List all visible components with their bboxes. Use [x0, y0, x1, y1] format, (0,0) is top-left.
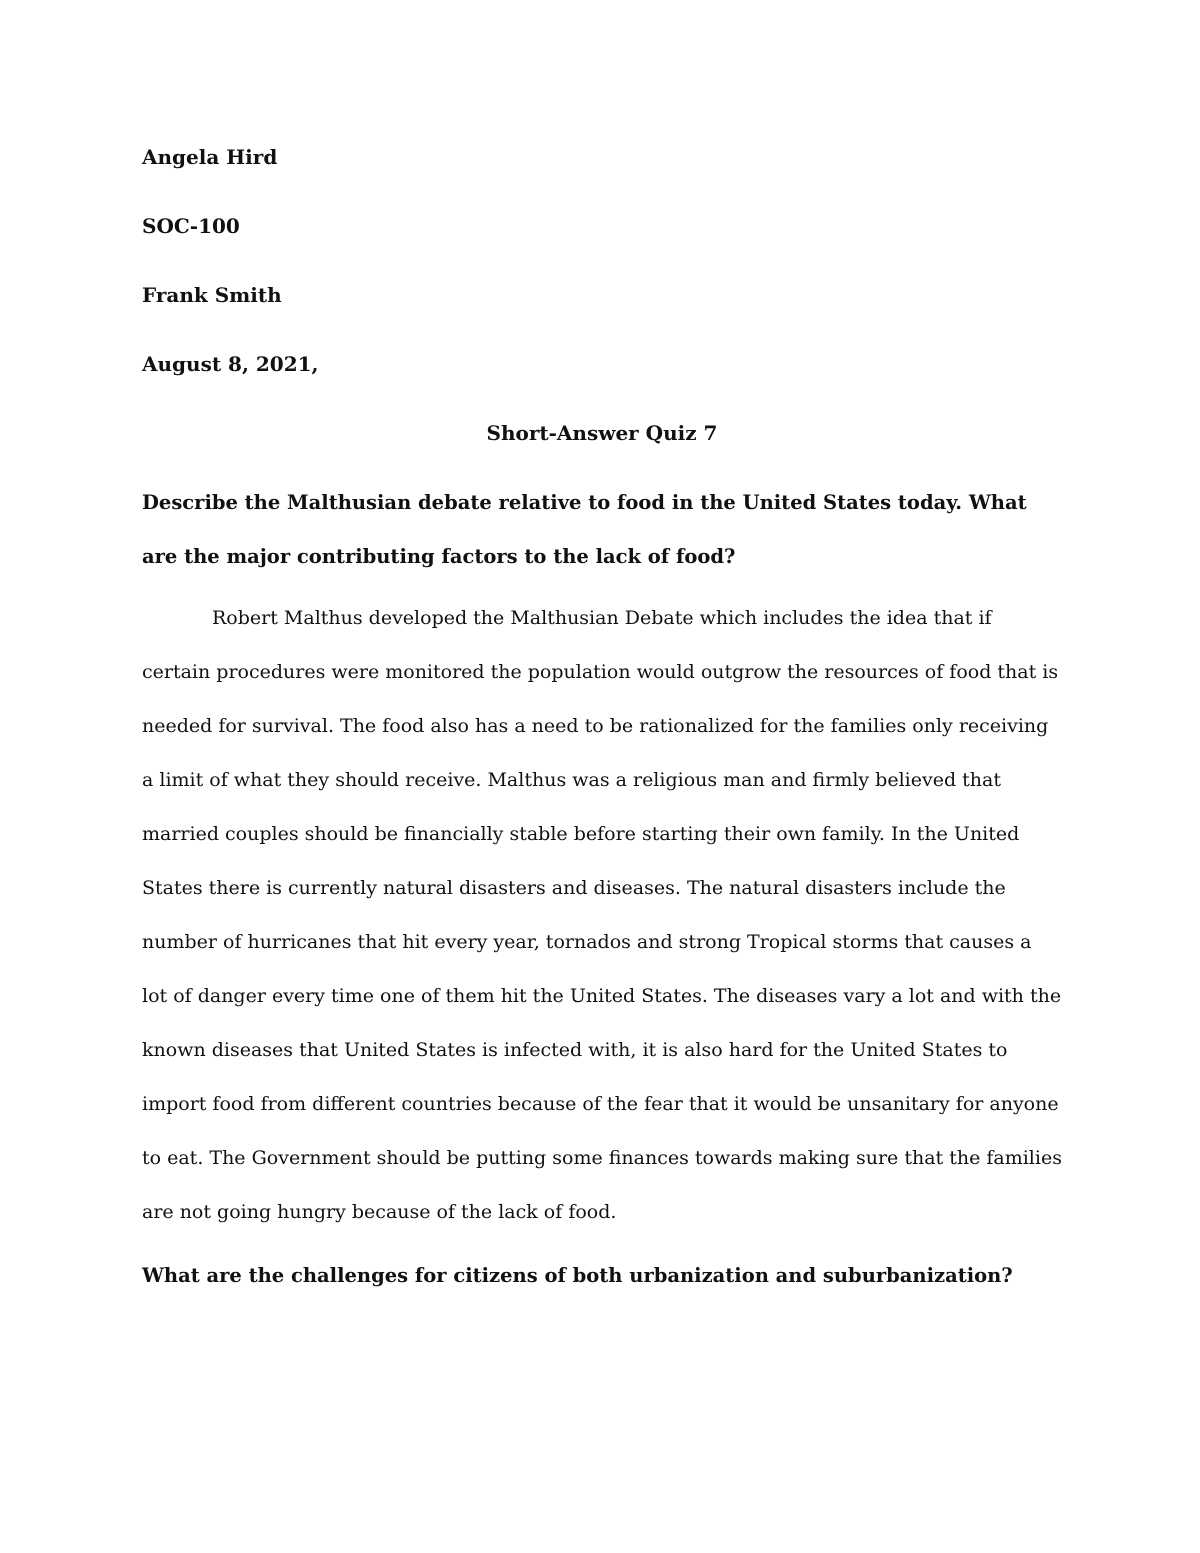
document-body: [142, 140, 1062, 1303]
instructor-name: Frank Smith: [142, 283, 282, 307]
document-title: Short-Answer Quiz 7: [486, 421, 718, 445]
question-2: What are the challenges for citizens of both urbanization and suburbanization?: [142, 1264, 1013, 1287]
course-code: SOC-100: [142, 214, 240, 238]
document-date: August 8, 2021,: [142, 352, 319, 376]
answer-1: Robert Malthus developed the Malthusian Debate which includes the idea that if certain procedures were monitored the population would outgrow the resources of food that is needed for survival. The food also has a need to be rationalized for the families only receiving a limit of what they should receive. Malthus was a religious man and firmly believed that married couples should be financially stable before starting their own family. In the United States there is currently natural disasters and diseases. The natural disasters include the number of hurricanes that hit every year, tornados and strong Tropical storms that causes a lot of danger every time one of them hit the United States. The diseases vary a lot and with the known diseases that United States is infected with, it is also hard for the United States to import food from different countries because of the fear that it would be unsanitary for anyone to eat. The Government should be putting some finances towards making sure that the families are not going hungry because of the lack of food.: [142, 607, 1062, 1223]
answer-1-block: [142, 591, 1062, 1239]
student-name: Angela Hird: [142, 145, 278, 169]
question-1: Describe the Malthusian debate relative to food in the United States today. What are the major contributing factors to the lack of food?: [142, 491, 1027, 568]
